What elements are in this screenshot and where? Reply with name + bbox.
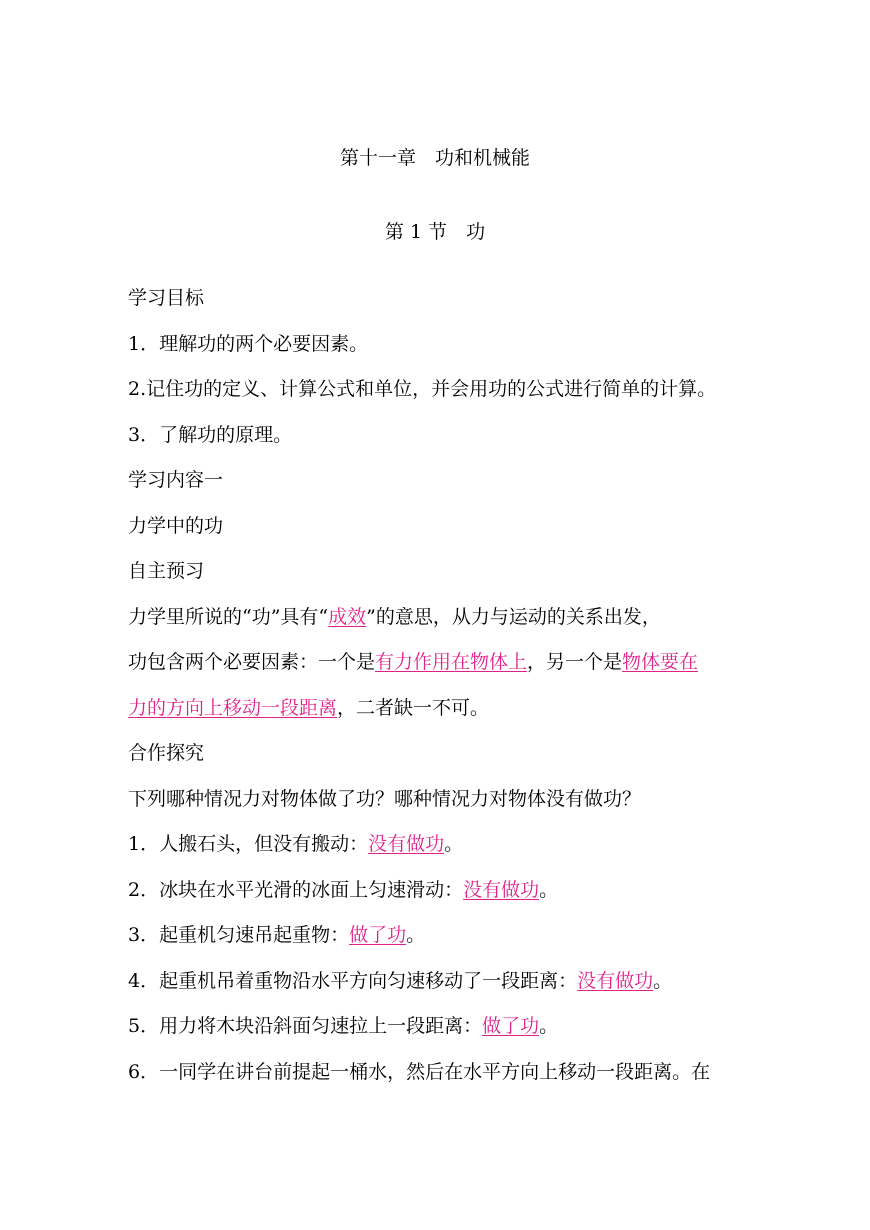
cooperation-question: 下列哪种情况力对物体做了功？哪种情况力对物体没有做功？ xyxy=(128,788,642,810)
item-end: 。 xyxy=(444,833,464,855)
answer-blank: 做了功 xyxy=(482,1015,540,1037)
item-end: 。 xyxy=(539,879,559,901)
objective-item-1: 1．理解功的两个必要因素。 xyxy=(128,333,369,355)
item-end: 。 xyxy=(406,924,426,946)
list-item xyxy=(128,877,748,903)
preview-paragraph-line-2 xyxy=(128,649,748,675)
item-text: 4．起重机吊着重物沿水平方向匀速移动了一段距离： xyxy=(128,970,578,992)
preview-text: ”的意思，从力与运动的关系出发， xyxy=(366,606,661,628)
item-end: 。 xyxy=(653,970,673,992)
content1-topic: 力学中的功 xyxy=(128,515,224,537)
answer-blank: 有力作用在物体上 xyxy=(375,651,528,673)
list-item xyxy=(128,831,748,857)
answer-blank: 没有做功 xyxy=(463,879,540,901)
answer-blank: 没有做功 xyxy=(577,970,654,992)
item-text: 5．用力将木块沿斜面匀速拉上一段距离： xyxy=(128,1015,483,1037)
list-item xyxy=(128,1013,748,1039)
list-item: 6．一同学在讲台前提起一桶水，然后在水平方向上移动一段距离。在 xyxy=(128,1061,711,1083)
section-title: 第 1 节 功 xyxy=(384,221,486,243)
objective-item-2: 2.记住功的定义、计算公式和单位，并会用功的公式进行简单的计算。 xyxy=(128,378,717,400)
preview-paragraph-line-1 xyxy=(128,604,748,630)
preview-text: ，二者缺一不可。 xyxy=(337,697,490,719)
item-end: 。 xyxy=(539,1015,559,1037)
objective-item-3: 3．了解功的原理。 xyxy=(128,424,293,446)
preview-text: 功包含两个必要因素：一个是 xyxy=(128,651,376,673)
item-text: 1．人搬石头，但没有搬动： xyxy=(128,833,369,855)
item-text: 3．起重机匀速吊起重物： xyxy=(128,924,350,946)
preview-text: 力学里所说的“功”具有“ xyxy=(128,606,329,628)
answer-blank: 物体要在 xyxy=(622,651,699,673)
answer-blank: 成效 xyxy=(328,606,367,628)
cooperation-heading: 合作探究 xyxy=(128,742,205,764)
preview-heading: 自主预习 xyxy=(128,560,205,582)
answer-blank: 做了功 xyxy=(349,924,407,946)
answer-blank: 没有做功 xyxy=(368,833,445,855)
chapter-title: 第十一章 功和机械能 xyxy=(339,147,530,169)
preview-paragraph-line-3 xyxy=(128,695,748,721)
answer-blank: 力的方向上移动一段距离 xyxy=(128,697,338,719)
preview-text: ，另一个是 xyxy=(527,651,623,673)
objectives-heading: 学习目标 xyxy=(128,287,205,309)
item-text: 2．冰块在水平光滑的冰面上匀速滑动： xyxy=(128,879,464,901)
list-item xyxy=(128,968,748,994)
content1-heading: 学习内容一 xyxy=(128,469,224,491)
list-item xyxy=(128,922,748,948)
